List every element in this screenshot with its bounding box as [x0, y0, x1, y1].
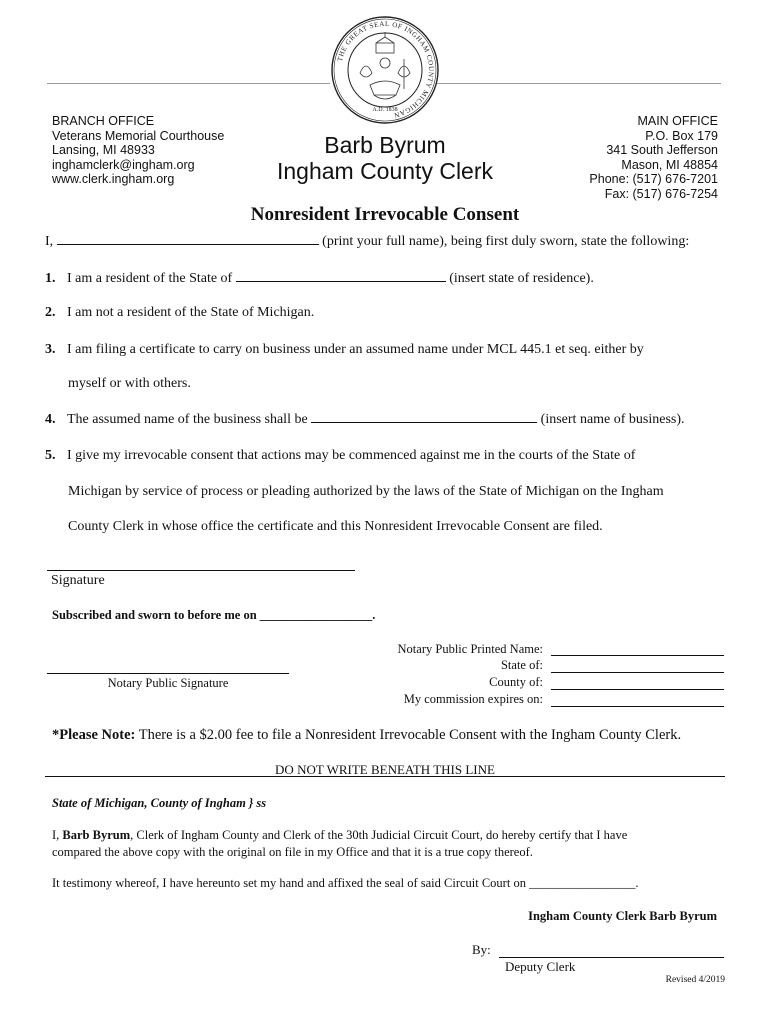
- item-3-continued: myself or with others.: [68, 376, 191, 391]
- state-of-residence-blank[interactable]: [236, 270, 446, 282]
- main-office-phone: Phone: (517) 676-7201: [589, 172, 718, 187]
- item-5: [45, 448, 635, 464]
- do-not-write-label: DO NOT WRITE BENEATH THIS LINE: [275, 762, 495, 777]
- do-not-write-rule: [45, 776, 725, 777]
- notary-signature-label: Notary Public Signature: [107, 676, 229, 690]
- clerk-title: Ingham County Clerk: [276, 158, 494, 184]
- by-label: By:: [472, 942, 491, 957]
- signature-label: Signature: [51, 573, 105, 588]
- intro-line: [45, 233, 689, 250]
- cert-text: , Clerk of Ingham County and Clerk of the 30th Judicial Circuit Court, do hereby certify that I have: [130, 828, 628, 842]
- fee-note-label: *Please Note:: [52, 727, 136, 743]
- notary-printed-name-field[interactable]: [551, 655, 724, 656]
- branch-office-block: [52, 114, 224, 187]
- branch-office-line: Veterans Memorial Courthouse: [52, 128, 225, 143]
- item-3: [45, 342, 644, 358]
- full-name-blank[interactable]: [57, 233, 319, 245]
- item-number: 5.: [45, 448, 56, 463]
- main-office-line: 341 South Jefferson: [606, 143, 718, 158]
- item-number: 3.: [45, 342, 56, 357]
- item-number: 2.: [45, 305, 56, 320]
- fee-note-text: There is a $2.00 fee to file a Nonresident Irrevocable Consent with the Ingham County Clerk.: [138, 727, 682, 743]
- notary-county-label: County of:: [489, 675, 543, 689]
- main-office-line: P.O. Box 179: [645, 128, 718, 143]
- item-text: I am a resident of the State of: [67, 271, 233, 286]
- revised-date: Revised 4/2019: [665, 975, 725, 985]
- notary-commission-field[interactable]: [551, 706, 724, 707]
- item-text: I am filing a certificate to carry on business under an assumed name under MCL 445.1 et seq. either by: [67, 342, 644, 357]
- notary-state-field[interactable]: [551, 672, 724, 673]
- clerk-name: Barb Byrum: [324, 132, 446, 158]
- notary-commission-label: My commission expires on:: [403, 692, 543, 706]
- item-text: (insert state of residence).: [449, 271, 594, 286]
- business-name-blank[interactable]: [311, 411, 537, 423]
- main-office-fax: Fax: (517) 676-7254: [604, 186, 718, 201]
- item-2: [45, 305, 314, 321]
- notary-printed-name-label: Notary Public Printed Name:: [397, 642, 543, 656]
- seal-text: THE GREAT SEAL OF INGHAM COUNTY MICHIGAN: [335, 19, 436, 120]
- item-5-continued-2: County Clerk in whose office the certificate and this Nonresident Irrevocable Consent are filed.: [68, 519, 603, 534]
- notary-state-label: State of:: [500, 658, 543, 672]
- intro-prefix: I,: [45, 234, 54, 249]
- testimony-line: It testimony whereof, I have hereunto set my hand and affixed the seal of said Circuit Court on _________________.: [52, 876, 639, 890]
- item-number: 1.: [45, 271, 56, 286]
- main-office-line: Mason, MI 48854: [621, 157, 718, 172]
- branch-office-heading: BRANCH OFFICE: [52, 114, 155, 128]
- main-office-heading: MAIN OFFICE: [637, 114, 718, 128]
- notary-signature-line[interactable]: [47, 673, 289, 674]
- svg-text:THE GREAT SEAL OF INGHAM COUNT: [336, 20, 435, 119]
- form-title: Nonresident Irrevocable Consent: [250, 204, 520, 225]
- item-1: [45, 270, 594, 287]
- item-4: [45, 411, 685, 428]
- subscribed-line: Subscribed and sworn to before me on __________________.: [52, 608, 376, 622]
- header-rule-left: [47, 83, 330, 84]
- clerk-heading: [260, 132, 510, 184]
- clerk-signer: Ingham County Clerk Barb Byrum: [528, 909, 717, 923]
- item-text: I give my irrevocable consent that actions may be commenced against me in the courts of the State of: [67, 448, 636, 463]
- fee-note: [52, 727, 681, 744]
- cert-name: Barb Byrum: [62, 828, 131, 842]
- branch-office-website[interactable]: www.clerk.ingham.org: [52, 172, 175, 187]
- main-office-block: [589, 114, 718, 202]
- item-text: (insert name of business).: [540, 412, 685, 427]
- header-rule-right: [437, 83, 721, 84]
- notary-county-field[interactable]: [551, 689, 724, 690]
- signature-line[interactable]: [47, 570, 355, 571]
- county-seal-icon: [330, 15, 440, 125]
- item-5-continued: Michigan by service of process or pleading authorized by the laws of the State of Michigan on the Ingham: [68, 484, 664, 499]
- certification-paragraph: [52, 827, 627, 861]
- branch-office-line: Lansing, MI 48933: [52, 143, 155, 158]
- intro-suffix: (print your full name), being first duly sworn, state the following:: [322, 234, 690, 249]
- item-text: The assumed name of the business shall be: [67, 412, 308, 427]
- cert-prefix: I,: [52, 828, 60, 842]
- item-text: I am not a resident of the State of Michigan.: [67, 305, 315, 320]
- deputy-signature-line[interactable]: [499, 957, 724, 958]
- cert-text-line2: compared the above copy with the original on file in my Office and that it is a true copy thereof.: [52, 845, 533, 859]
- deputy-clerk-label: Deputy Clerk: [505, 959, 576, 974]
- branch-office-email[interactable]: inghamclerk@ingham.org: [52, 157, 195, 172]
- item-number: 4.: [45, 412, 56, 427]
- venue-line: State of Michigan, County of Ingham } ss: [52, 796, 267, 810]
- seal-year: A.D. 1838: [372, 107, 398, 113]
